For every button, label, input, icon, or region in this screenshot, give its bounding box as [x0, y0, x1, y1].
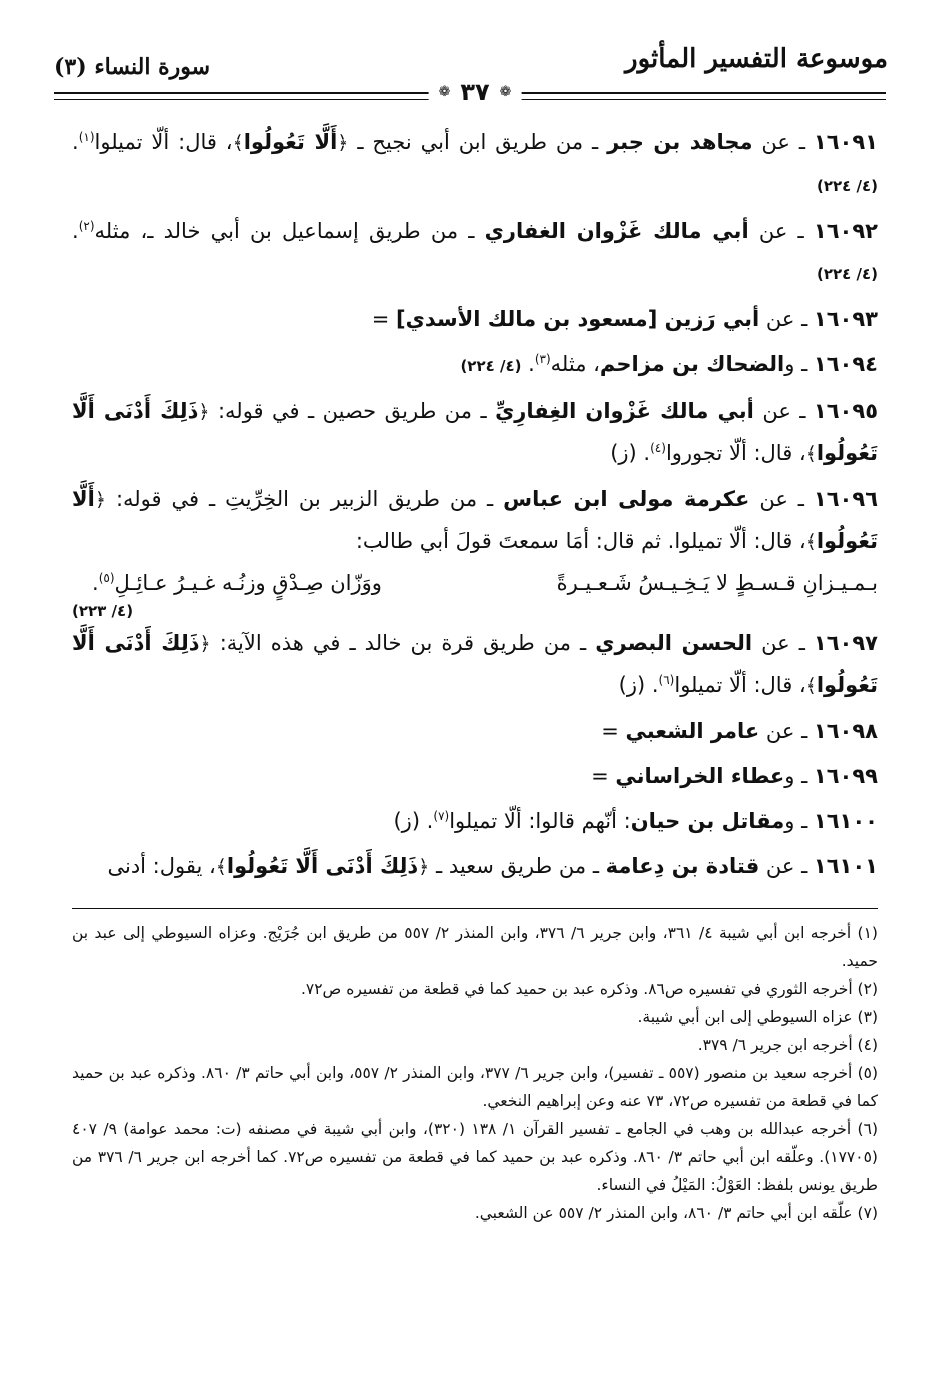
quran-bracket-open: ﴿ — [198, 401, 210, 423]
quran-quote: ذَلِكَ أَدْنَى أَلَّا تَعُولُوا — [226, 854, 419, 878]
ornament-icon: ❁ — [438, 84, 451, 100]
narrator-name: قتادة بن دِعامة — [605, 854, 760, 878]
entry-number: ١٦٠٩٣ — [813, 307, 878, 331]
hadith-entry — [72, 756, 878, 797]
hadith-entry — [72, 211, 878, 295]
poetry-verse — [72, 565, 878, 601]
verse-hemistich-left: ووَزّان صِـدْقٍ وزنُـه غـيـرُ عـائِـلِ — [114, 571, 382, 595]
footnote-ref: (٧) — [433, 809, 450, 823]
surah-title: سورة النساء (٣) — [54, 54, 211, 80]
entry-text: ، مثله — [550, 352, 600, 376]
hadith-entry — [72, 479, 878, 563]
entry-text: ، قال: ألّا تميلوا — [94, 130, 233, 154]
footnote: (٧) علّقه ابن أبي حاتم ٣/ ٨٦٠، وابن المنذر ٢/ ٥٥٧ عن الشعبي. — [474, 1204, 878, 1222]
quran-bracket-open: ﴿ — [337, 132, 349, 154]
entry-text: ـ عن — [748, 219, 814, 243]
narrator-name: أبي رَزين [مسعود بن مالك الأسدي] — [396, 307, 760, 331]
quran-bracket-close: ﴾ — [232, 132, 244, 154]
hadith-entry — [72, 711, 878, 752]
entry-number: ١٦٠٩٥ — [813, 399, 879, 423]
narrator-name: عكرمة مولى ابن عباس — [503, 487, 750, 511]
quran-bracket-close: ﴾ — [805, 531, 817, 553]
entry-text: = — [601, 719, 626, 743]
hadith-entry — [72, 299, 878, 340]
footnote-ref: (٢) — [78, 219, 95, 233]
entry-text: ، قال: ألّا تجوروا — [665, 441, 806, 465]
entry-text: . — [521, 352, 535, 376]
footnote-ref: (٤) — [650, 441, 666, 455]
entry-text: ـ من طريق ابن أبي نجيح ـ — [348, 130, 608, 154]
source-ref-text: (٤/ ٢٢٣) — [72, 602, 134, 620]
narrator-name: أبي مالك غَزْوان الغِفارِيِّ — [495, 399, 754, 423]
entry-number: ١٦٠٩٧ — [813, 631, 878, 655]
entry-text: ـ و — [784, 809, 814, 833]
entry-text: ـ عن — [753, 399, 814, 423]
footnote-ref: (٥) — [98, 571, 115, 585]
entry-text: = — [591, 764, 616, 788]
footnote-ref: (٣) — [534, 352, 551, 366]
entry-number: ١٦٠٩٤ — [813, 352, 878, 376]
quran-bracket-open: ﴿ — [94, 489, 106, 511]
quran-quote: ذَلِكَ أَدْنَى أَلَّا تَعُولُوا — [72, 399, 878, 465]
entry-text: ـ عن — [759, 854, 814, 878]
entry-text: ـ و — [784, 352, 814, 376]
narrator-name: أبي مالك غَزْوان الغفاري — [484, 219, 749, 243]
entry-text: . — [72, 219, 79, 243]
source-ref: (٤/ ٢٢٤) — [816, 177, 878, 195]
entry-text: ـ من طريق إسماعيل بن أبي خالد ـ، مثله — [94, 219, 485, 243]
quran-bracket-open: ﴿ — [199, 633, 211, 655]
entry-text: = — [371, 307, 397, 331]
quran-bracket-close: ﴾ — [805, 443, 817, 465]
entry-number: ١٦١٠٠ — [813, 809, 878, 833]
footnote: (٥) أخرجه سعيد بن منصور (٥٥٧ ـ تفسير)، وابن جرير ٦/ ٣٧٧، وابن المنذر ٢/ ٥٥٧، وابن أبي حاتم ٣/ ٨٦٠. وذكره عبد بن حميد كما في قطعة من تفسيره ص٧٢، ٧٣ عنه وعن إبراهيم النخعي. — [72, 1064, 879, 1110]
footnote-ref: (٦) — [658, 673, 675, 687]
entry-text: ، قال: ألّا تميلوا. ثم قال: أمَا سمعتَ قولَ أبي طالب: — [355, 529, 806, 553]
quran-bracket-close: ﴾ — [805, 675, 817, 697]
entry-text: ـ عن — [749, 487, 814, 511]
entry-number: ١٦٠٩٨ — [813, 719, 878, 743]
hadith-entry — [72, 846, 878, 888]
entry-text: ـ عن — [759, 307, 814, 331]
entry-number: ١٦٠٩١ — [813, 130, 878, 154]
page — [54, 40, 888, 1227]
source-ref: (٤/ ٢٢٤) — [816, 265, 878, 283]
footnote-divider — [72, 908, 878, 909]
quran-quote: ذَلِكَ أَدْنَى أَلَّا تَعُولُوا — [72, 631, 878, 697]
narrator-name: الضحاك بن مزاحم — [599, 352, 785, 376]
source-ref: (٤/ ٢٢٤) — [460, 357, 522, 375]
source-ref — [72, 601, 878, 621]
verse-hemistich-right: بـمـيـزانِ قـسـطٍ لا يَـخِـيـسُ شَـعـيـرةً — [556, 571, 878, 595]
entry-text: ، يقول: أدنى — [107, 854, 216, 878]
hadith-entry — [72, 122, 878, 207]
hadith-entry — [72, 391, 878, 475]
entry-text: . (ز) — [618, 673, 659, 697]
footnotes — [72, 919, 878, 1227]
footnote-ref: (١) — [78, 130, 95, 144]
footnote: (٦) أخرجه عبدالله بن وهب في الجامع ـ تفسير القرآن ١/ ١٣٨ (٣٢٠)، وابن أبي شيبة في مصنفه (ت: محمد عوامة) ٩/ ٤٠٧ (١٧٧٠٥). وعلّقه ابن أبي حاتم ٣/ ٨٦٠. وذكره عبد بن حميد كما في قطعة من تفسيره ص٧٢. كما أخرجه ابن جرير ٦/ ٣٧٦ من طريق يونس بلفظ: العَوْلُ: المَيْلُ في النساء. — [72, 1120, 878, 1194]
ornament-icon: ❁ — [499, 84, 512, 100]
entry-text: . (ز) — [610, 441, 651, 465]
hadith-entry — [72, 801, 878, 842]
footnote: (١) أخرجه ابن أبي شيبة ٤/ ٣٦١، وابن جرير ٦/ ٣٧٦، وابن المنذر ٢/ ٥٥٧ من طريق ابن جُرَيْج. وعزاه السيوطي إلى عبد بن حميد. — [72, 924, 878, 970]
quran-bracket-close: ﴾ — [215, 856, 227, 878]
hadith-entry — [72, 344, 878, 387]
narrator-name: مقاتل بن حيان — [630, 809, 785, 833]
quran-quote: أَلَّا تَعُولُوا — [243, 130, 338, 154]
quran-bracket-open: ﴿ — [418, 856, 430, 878]
quran-quote: أَلَّا تَعُولُوا — [72, 487, 878, 553]
entry-text: ـ عن — [752, 130, 814, 154]
entry-text: . (ز) — [393, 809, 434, 833]
footnote: (٣) عزاه السيوطي إلى ابن أبي شيبة. — [637, 1008, 878, 1026]
entry-text: ـ من طريق سعيد ـ — [429, 854, 606, 878]
verse-hemistich-left-wrap: ووَزّان صِـدْقٍ وزنُـه غـيـرُ عـائِـلِ$^{(٥)}$. — [92, 571, 382, 595]
narrator-name: الحسن البصري — [595, 631, 753, 655]
hadith-entry — [72, 623, 878, 707]
entry-text: ـ من طريق حصين ـ في قوله: — [209, 399, 496, 423]
book-title: موسوعة التفسير المأثور — [625, 44, 888, 74]
entry-text: ـ و — [784, 764, 814, 788]
entry-number: ١٦١٠١ — [813, 854, 878, 878]
footnote: (٢) أخرجه الثوري في تفسيره ص٨٦. وذكره عبد بن حميد كما في قطعة من تفسيره ص٧٢. — [300, 980, 878, 998]
entry-text: ـ من طريق الزبير بن الخِرِّيتِ ـ في قوله: — [105, 487, 504, 511]
narrator-name: عامر الشعبي — [625, 719, 760, 743]
entry-number: ١٦٠٩٦ — [813, 487, 879, 511]
entry-number: ١٦٠٩٩ — [813, 764, 878, 788]
entry-text: . — [72, 130, 79, 154]
entry-text: : أنّهم قالوا: ألّا تميلوا — [449, 809, 631, 833]
narrator-name: عطاء الخراساني — [615, 764, 785, 788]
page-number: ٣٧ — [460, 78, 490, 106]
narrator-name: مجاهد بن جبر — [607, 130, 753, 154]
page-number-block — [429, 78, 522, 106]
entry-text: ، قال: ألّا تميلوا — [674, 673, 806, 697]
footnote: (٤) أخرجه ابن جرير ٦/ ٣٧٩. — [697, 1036, 878, 1054]
entry-text: ـ من طريق قرة بن خالد ـ في هذه الآية: — [210, 631, 596, 655]
entry-text: ـ عن — [759, 719, 814, 743]
entry-text: ـ عن — [752, 631, 814, 655]
page-header — [54, 40, 888, 122]
entry-number: ١٦٠٩٢ — [813, 219, 878, 243]
